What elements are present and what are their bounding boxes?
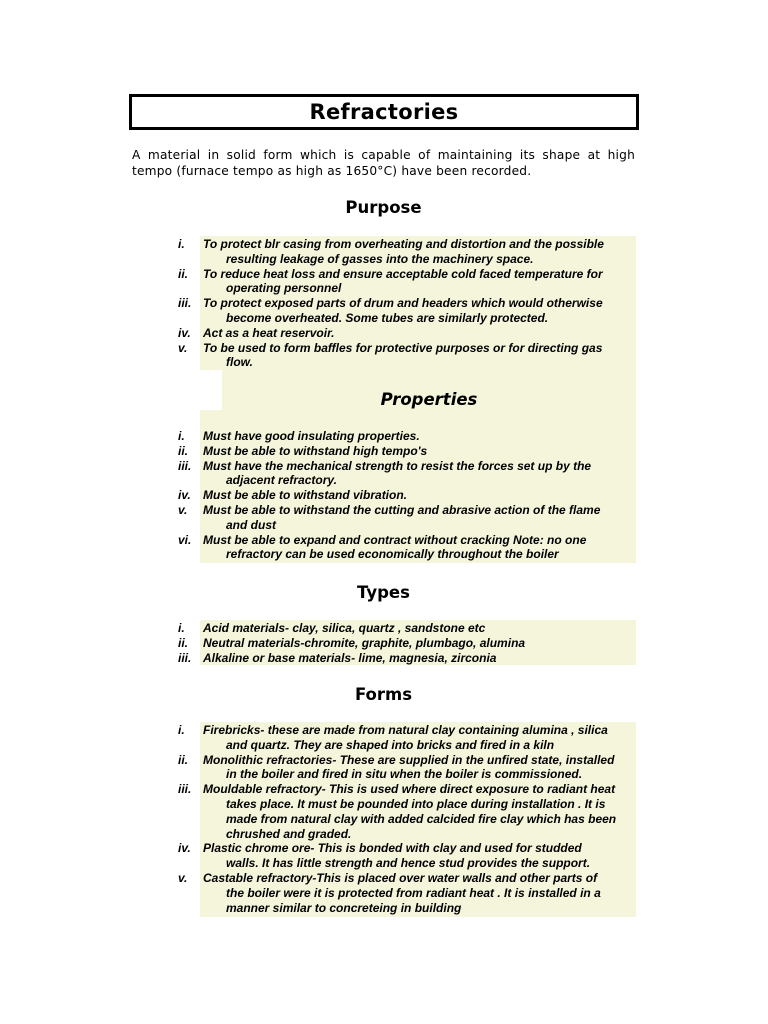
list-item — [178, 636, 635, 651]
list-item-number: v. — [178, 340, 188, 355]
list-item-text — [203, 429, 635, 444]
list-item-line: operating personnel — [226, 281, 342, 296]
list-item-number: iii. — [178, 782, 192, 797]
list-item-number: iii. — [178, 650, 192, 665]
list-item-number: vi. — [178, 532, 192, 547]
list-item — [178, 341, 635, 371]
list-item — [178, 267, 635, 297]
list-item-text — [203, 533, 635, 563]
list-item-number: i. — [178, 621, 185, 635]
types-list — [178, 621, 635, 665]
list-item-number: iii. — [178, 458, 192, 473]
list-item-line: chrushed and graded. — [226, 826, 352, 841]
list-item-line: adjacent refractory. — [226, 473, 337, 488]
list-item-line: To reduce heat loss and ensure acceptable cold faced temperature for — [203, 266, 603, 281]
list-item-line: refractory can be used economically throughout the boiler — [226, 547, 559, 562]
list-item-text — [203, 723, 635, 753]
list-item — [178, 533, 635, 563]
list-item-line: Monolithic refractories- These are supplied in the unfired state, installed — [203, 752, 615, 767]
list-item-text — [203, 621, 635, 636]
list-item — [178, 488, 635, 503]
list-item-text — [203, 459, 635, 489]
properties-list — [178, 429, 635, 562]
list-item-line: Must have the mechanical strength to resist the forces set up by the — [203, 458, 592, 473]
list-item-line: made from natural clay with added calcided fire clay which has been — [226, 811, 617, 826]
list-item-text — [203, 488, 635, 503]
list-item-number: i. — [178, 237, 185, 251]
list-item-number: ii. — [178, 635, 189, 650]
list-item-text — [203, 841, 635, 871]
list-item-line: and dust — [226, 517, 276, 532]
list-item-line: flow. — [226, 355, 253, 370]
forms-heading: Forms — [354, 685, 413, 704]
list-item — [178, 296, 635, 326]
list-item-line: Must be able to expand and contract without cracking Note: no one — [203, 532, 587, 547]
list-item — [178, 871, 635, 915]
list-item-text — [203, 326, 635, 341]
list-item-line: Must be able to withstand the cutting and abrasive action of the flame — [203, 502, 601, 517]
list-item-line: Must be able to withstand vibration. — [203, 488, 408, 503]
list-item-text — [203, 636, 635, 651]
list-item — [178, 753, 635, 783]
list-item-text — [203, 296, 635, 326]
list-item-text — [203, 651, 635, 666]
list-item-line: walls. It has little strength and hence stud provides the support. — [226, 856, 591, 871]
list-item-number: iv. — [178, 841, 191, 856]
list-item-line: To protect blr casing from overheating and distortion and the possible — [203, 237, 604, 251]
list-item-line: To protect exposed parts of drum and headers which would otherwise — [203, 296, 603, 311]
list-item — [178, 782, 635, 841]
list-item — [178, 326, 635, 341]
list-item-number: ii. — [178, 752, 189, 767]
list-item — [178, 621, 635, 636]
list-item-number: iii. — [178, 296, 192, 311]
list-item-text — [203, 503, 635, 533]
list-item-number: iv. — [178, 325, 191, 340]
list-item-line: the boiler were it is protected from radiant heat . It is installed in a — [226, 885, 601, 900]
list-item-number: v. — [178, 870, 188, 885]
list-item-line: Must be able to withstand high tempo's — [203, 443, 428, 458]
properties-heading: Properties — [380, 390, 478, 409]
types-heading: Types — [357, 583, 410, 602]
list-item-text — [203, 871, 635, 915]
list-item-line: Acid materials- clay, silica, quartz , sandstone etc — [203, 621, 486, 635]
list-item-line: Plastic chrome ore- This is bonded with clay and used for studded — [203, 841, 582, 856]
list-item-line: To be used to form baffles for protective purposes or for directing gas — [203, 340, 603, 355]
list-item-text — [203, 444, 635, 459]
list-item — [178, 444, 635, 459]
list-item-number: i. — [178, 723, 185, 737]
list-item-number: iv. — [178, 488, 191, 503]
list-item-text — [203, 237, 635, 267]
list-item-line: Alkaline or base materials- lime, magnesia, zirconia — [203, 650, 497, 665]
purpose-list — [178, 237, 635, 370]
list-item-line: Must have good insulating properties. — [203, 429, 420, 443]
list-item-line: become overheated. Some tubes are similarly protected. — [226, 310, 549, 325]
list-item-line: manner similar to concreteing in building — [226, 900, 462, 915]
title-box — [129, 94, 639, 130]
list-item-text — [203, 753, 635, 783]
list-item-text — [203, 267, 635, 297]
purpose-heading: Purpose — [345, 198, 422, 217]
intro-paragraph: A material in solid form which is capable of maintaining its shape at high tempo (furnace tempo as high as 1650°C) have been recorded. — [132, 148, 635, 178]
forms-list — [178, 723, 635, 915]
list-item-number: i. — [178, 429, 185, 443]
list-item-line: Neutral materials-chromite, graphite, plumbago, alumina — [203, 635, 526, 650]
list-item — [178, 651, 635, 666]
list-item — [178, 459, 635, 489]
list-item-line: in the boiler and fired in situ when the boiler is commissioned. — [226, 767, 583, 782]
list-item-line: Castable refractory-This is placed over water walls and other parts of — [203, 870, 598, 885]
list-item — [178, 237, 635, 267]
list-item-text — [203, 782, 635, 841]
list-item-number: v. — [178, 502, 188, 517]
list-item-number: ii. — [178, 266, 189, 281]
list-item-line: Firebricks- these are made from natural clay containing alumina , silica — [203, 723, 608, 737]
list-item — [178, 503, 635, 533]
list-item-text — [203, 341, 635, 371]
list-item-line: resulting leakage of gasses into the machinery space. — [226, 251, 534, 266]
list-item — [178, 841, 635, 871]
list-item-line: Act as a heat reservoir. — [203, 325, 335, 340]
list-item — [178, 429, 635, 444]
list-item-number: ii. — [178, 443, 189, 458]
list-item-line: takes place. It must be pounded into place during installation . It is — [226, 796, 606, 811]
list-item — [178, 723, 635, 753]
list-item-line: Mouldable refractory- This is used where direct exposure to radiant heat — [203, 782, 616, 797]
list-item-line: and quartz. They are shaped into bricks and fired in a kiln — [226, 737, 555, 752]
page-title: Refractories — [309, 100, 459, 124]
